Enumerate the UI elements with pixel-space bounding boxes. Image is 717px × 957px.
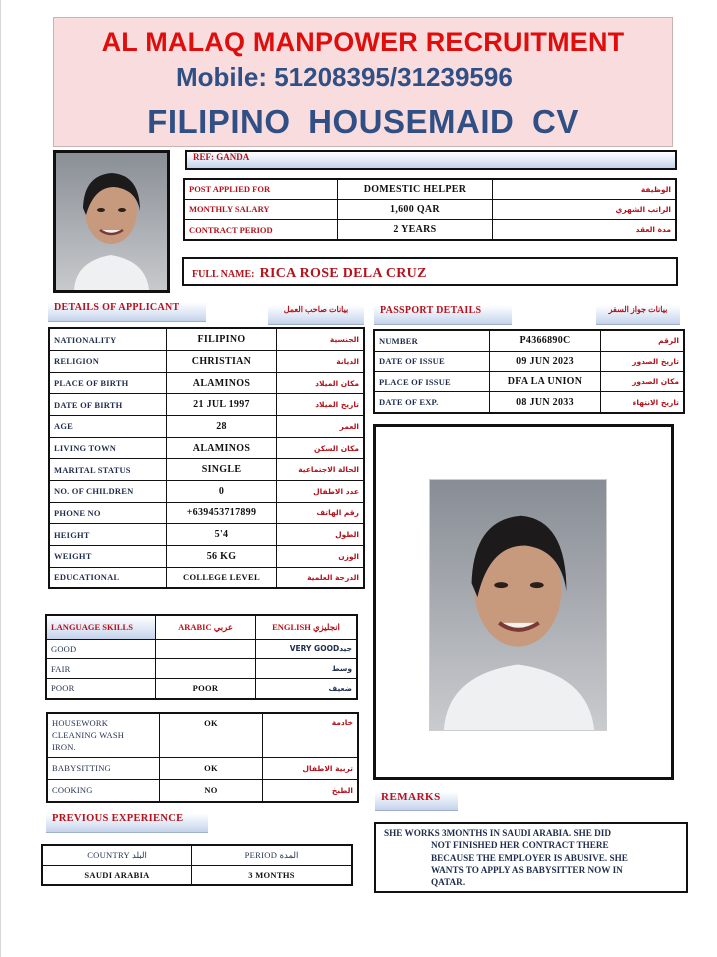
- passport-value: P4366890C: [490, 330, 601, 351]
- passport-label: DATE OF ISSUE: [374, 351, 490, 371]
- language-level: GOOD: [46, 639, 156, 659]
- passport-value: DFA LA UNION: [490, 371, 601, 391]
- details-arabic: الوزن: [277, 545, 365, 567]
- experience-period-col: PERIOD المدة: [192, 845, 353, 866]
- details-row: [49, 328, 364, 351]
- passport-value: 09 JUN 2023: [490, 351, 601, 371]
- details-label: PHONE NO: [49, 502, 167, 524]
- details-label: MARITAL STATUS: [49, 459, 167, 481]
- remarks-line: WANTS TO APPLY AS BABYSITTER NOW IN: [431, 864, 623, 875]
- passport-arabic: تاريخ الانتهاء: [601, 392, 685, 413]
- language-table: [45, 614, 358, 700]
- passport-value: 08 JUN 2033: [490, 392, 601, 413]
- experience-table: [41, 844, 353, 886]
- language-row: [46, 639, 357, 659]
- post-row: [184, 199, 676, 219]
- portrait-image: [56, 153, 167, 290]
- skills-label-line: CLEANING WASH: [52, 730, 125, 740]
- portrait-image: [430, 480, 606, 730]
- passport-arabic: تاريخ الصدور: [601, 351, 685, 371]
- details-arabic: تاريخ الميلاد: [277, 394, 365, 416]
- passport-arabic: الرقم: [601, 330, 685, 351]
- post-value: DOMESTIC HELPER: [338, 179, 493, 199]
- remarks-title: REMARKS: [375, 791, 458, 811]
- post-label: MONTHLY SALARY: [184, 199, 338, 219]
- experience-header-row: [42, 845, 352, 866]
- passport-title: PASSPORT DETAILS: [374, 305, 512, 325]
- details-arabic: رقم الهاتف: [277, 502, 365, 524]
- skills-row: [47, 757, 358, 779]
- details-label: RELIGION: [49, 351, 167, 373]
- remarks-line: SHE WORKS 3MONTHS IN SAUDI ARABIA. SHE DID: [384, 828, 612, 838]
- remarks-line: QATAR.: [431, 877, 466, 888]
- passport-label: DATE OF EXP.: [374, 392, 490, 413]
- experience-country-col: COUNTRY البلد: [42, 845, 192, 866]
- details-label: LIVING TOWN: [49, 437, 167, 459]
- details-value: CHRISTIAN: [167, 351, 277, 373]
- passport-arabic: مكان الصدور: [601, 371, 685, 391]
- passport-label: NUMBER: [374, 330, 490, 351]
- details-row: [49, 351, 364, 373]
- details-label: DATE OF BIRTH: [49, 394, 167, 416]
- details-arabic: الحالة الاجتماعية: [277, 459, 365, 481]
- details-value: 21 JUL 1997: [167, 394, 277, 416]
- details-value: SINGLE: [167, 459, 277, 481]
- details-row: [49, 372, 364, 394]
- remarks-box: [374, 822, 688, 893]
- details-value: ALAMINOS: [167, 437, 277, 459]
- company-name: AL MALAQ MANPOWER RECRUITMENT: [101, 27, 625, 57]
- language-english-value: ضعيف: [256, 678, 358, 699]
- header-banner: [53, 17, 673, 147]
- experience-title: PREVIOUS EXPERIENCE: [46, 813, 208, 833]
- details-arabic: مكان الميلاد: [277, 372, 365, 394]
- details-row: [49, 502, 364, 524]
- experience-period: 3 MONTHS: [192, 866, 353, 885]
- details-value: FILIPINO: [167, 328, 277, 351]
- skills-table: [46, 712, 359, 803]
- full-name-value: RICA ROSE DELA CRUZ: [259, 266, 427, 281]
- passport-label: PLACE OF ISSUE: [374, 371, 490, 391]
- skills-label-line: HOUSEWORK: [52, 718, 109, 728]
- skills-label: BABYSITTING: [47, 757, 160, 779]
- applicant-photo-large-frame: [373, 424, 674, 780]
- page-edge: [0, 0, 1, 957]
- details-row: [49, 437, 364, 459]
- details-label: NO. OF CHILDREN: [49, 481, 167, 503]
- language-arabic-value: [156, 659, 256, 679]
- details-title: DETAILS OF APPLICANT: [48, 302, 206, 322]
- details-value: 0: [167, 481, 277, 503]
- remarks-line: NOT FINISHED HER CONTRACT THERE: [431, 840, 609, 851]
- language-arabic-value: [156, 639, 256, 659]
- post-label: POST APPLIED FOR: [184, 179, 338, 199]
- passport-table: [373, 329, 685, 414]
- details-value: 28: [167, 416, 277, 438]
- language-header-row: [46, 615, 357, 639]
- post-arabic: الوظيفة: [493, 179, 677, 199]
- post-value: 1,600 QAR: [338, 199, 493, 219]
- details-table: [48, 327, 365, 589]
- skills-arabic: تربية الاطفال: [263, 757, 359, 779]
- details-value: 5'4: [167, 524, 277, 546]
- details-arabic: عدد الاطفال: [277, 481, 365, 503]
- language-english-value: جيدVERY GOOD: [256, 639, 358, 659]
- details-title-arabic: بيانات صاحب العمل: [268, 305, 364, 325]
- post-value: 2 YEARS: [338, 220, 493, 240]
- skills-row: [47, 713, 358, 757]
- passport-row: [374, 330, 684, 351]
- details-label: NATIONALITY: [49, 328, 167, 351]
- details-value: 56 KG: [167, 545, 277, 567]
- skills-value: OK: [160, 757, 263, 779]
- details-row: [49, 416, 364, 438]
- details-row: [49, 394, 364, 416]
- language-english-value: وسط: [256, 659, 358, 679]
- cv-title: FILIPINO HOUSEMAID CV: [147, 103, 579, 140]
- details-arabic: الطول: [277, 524, 365, 546]
- language-level: FAIR: [46, 659, 156, 679]
- applicant-photo-small: [53, 150, 170, 293]
- language-arabic-col: ARABIC عربي: [156, 615, 256, 639]
- post-label: CONTRACT PERIOD: [184, 220, 338, 240]
- details-value: COLLEGE LEVEL: [167, 567, 277, 588]
- language-row: [46, 678, 357, 699]
- details-row: [49, 481, 364, 503]
- company-mobile: Mobile: 51208395/31239596: [176, 62, 513, 92]
- details-arabic: العمر: [277, 416, 365, 438]
- post-arabic: الراتب الشهري: [493, 199, 677, 219]
- details-row: [49, 567, 364, 588]
- details-row: [49, 524, 364, 546]
- language-title: LANGUAGE SKILLS: [46, 615, 156, 639]
- details-value: ALAMINOS: [167, 372, 277, 394]
- skills-label-line: IRON.: [52, 742, 76, 752]
- language-english-col: ENGLISH انجليزي: [256, 615, 358, 639]
- passport-row: [374, 371, 684, 391]
- details-label: WEIGHT: [49, 545, 167, 567]
- passport-row: [374, 351, 684, 371]
- language-arabic-value: POOR: [156, 678, 256, 699]
- details-value: +639453717899: [167, 502, 277, 524]
- skills-arabic: الطبخ: [263, 779, 359, 802]
- details-arabic: الجنسية: [277, 328, 365, 351]
- skills-value: NO: [160, 779, 263, 802]
- skills-arabic: خادمة: [263, 713, 359, 757]
- details-arabic: الديانة: [277, 351, 365, 373]
- language-row: [46, 659, 357, 679]
- post-row: [184, 179, 676, 199]
- details-label: EDUCATIONAL: [49, 567, 167, 588]
- details-arabic: الدرجة العلمية: [277, 567, 365, 588]
- skills-label: COOKING: [47, 779, 160, 802]
- passport-row: [374, 392, 684, 413]
- post-table: [183, 178, 677, 241]
- passport-title-arabic: بيانات جواز السفر: [596, 305, 680, 325]
- post-row: [184, 220, 676, 240]
- experience-row: [42, 866, 352, 885]
- skills-row: [47, 779, 358, 802]
- details-label: AGE: [49, 416, 167, 438]
- experience-country: SAUDI ARABIA: [42, 866, 192, 885]
- full-name-label: FULL NAME:: [192, 269, 255, 280]
- applicant-photo-large: [429, 479, 607, 731]
- skills-label: [47, 713, 160, 757]
- ref-code: REF: GANDA: [185, 150, 677, 170]
- details-label: PLACE OF BIRTH: [49, 372, 167, 394]
- details-arabic: مكان السكن: [277, 437, 365, 459]
- language-level: POOR: [46, 678, 156, 699]
- remarks-line: BECAUSE THE EMPLOYER IS ABUSIVE. SHE: [431, 852, 628, 863]
- details-row: [49, 459, 364, 481]
- full-name-box: [182, 257, 678, 286]
- post-arabic: مدة العقد: [493, 220, 677, 240]
- details-row: [49, 545, 364, 567]
- skills-value: OK: [160, 713, 263, 757]
- details-label: HEIGHT: [49, 524, 167, 546]
